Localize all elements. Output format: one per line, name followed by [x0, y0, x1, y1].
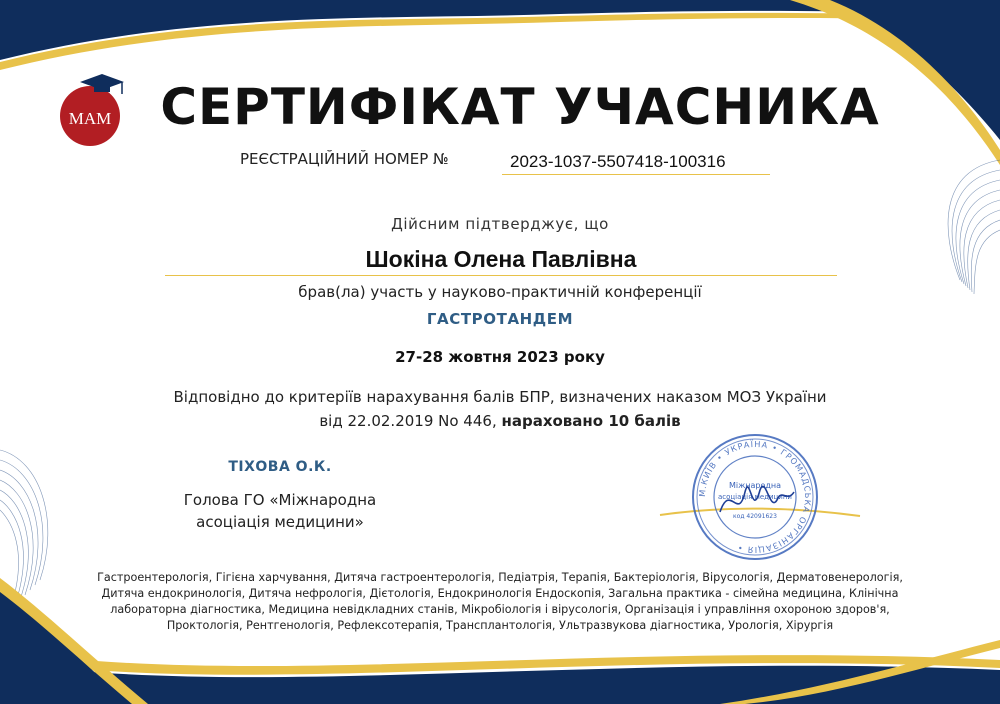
confirm-text: Дійсним підтверджує, що	[391, 215, 609, 233]
svg-text:MAM: MAM	[68, 109, 112, 128]
participation-text: брав(ла) участь у науково-практичній конференції	[298, 283, 702, 301]
stamp-code: код 42091623	[733, 513, 777, 520]
criteria-order-text: від 22.02.2019 No 446,	[319, 412, 502, 430]
certificate-title: СЕРТИФІКАТ УЧАСНИКА	[160, 78, 880, 136]
stamp-inner-line-2: асоціація медицини	[718, 493, 792, 501]
specialties-line-2: Дитяча ендокринологія, Дитяча нефрологія, Дієтологія, Ендокринологія Ендоскопія, Загальна практика - сімейна медицина, Клінічна	[101, 587, 899, 600]
specialties-list	[70, 570, 930, 634]
stamp-outer-text: М.КИЇВ • УКРАЇНА • ГРОМАДСЬКА ОРГАНІЗАЦІЯ •	[696, 438, 814, 556]
specialties-line-4: Проктологія, Рентгенологія, Рефлексотерапія, Трансплантологія, Ультразвукова діагностика, Урологія, Хірургія	[166, 619, 834, 632]
signer-title-line-1: Голова ГО «Міжнародна	[183, 491, 377, 509]
points-awarded: нараховано 10 балів	[501, 412, 681, 430]
registration-number: 2023-1037-5507418-100316	[502, 152, 770, 175]
signer-name: ТІХОВА О.К.	[228, 459, 332, 475]
participant-name: Шокіна Олена Павлівна	[165, 246, 837, 276]
specialties-line-3: лабораторна діагностика, Медицина невідкладних станів, Мікробіологія і вірусологія, Організація і управління охороною здоров'я,	[110, 603, 890, 616]
signer-title-line-2: асоціація медицини»	[196, 513, 364, 531]
criteria-line-1: Відповідно до критеріїв нарахування балів БПР, визначених наказом МОЗ України	[173, 388, 827, 406]
specialties-line-1: Гастроентерологія, Гігієна харчування, Дитяча гастроентерологія, Педіатрія, Терапія, Бактеріологія, Вірусологія, Дерматовенерологія,	[97, 571, 903, 584]
conference-dates: 27-28 жовтня 2023 року	[395, 348, 605, 366]
mam-logo	[52, 70, 132, 150]
registration-label: РЕЄСТРАЦІЙНИЙ НОМЕР №	[240, 150, 449, 168]
stamp-inner-line-1: Міжнародна	[728, 481, 782, 490]
criteria-line-2	[0, 412, 1000, 430]
official-stamp	[690, 432, 820, 562]
signer-title	[160, 489, 400, 533]
conference-name: ГАСТРОТАНДЕМ	[426, 310, 574, 328]
